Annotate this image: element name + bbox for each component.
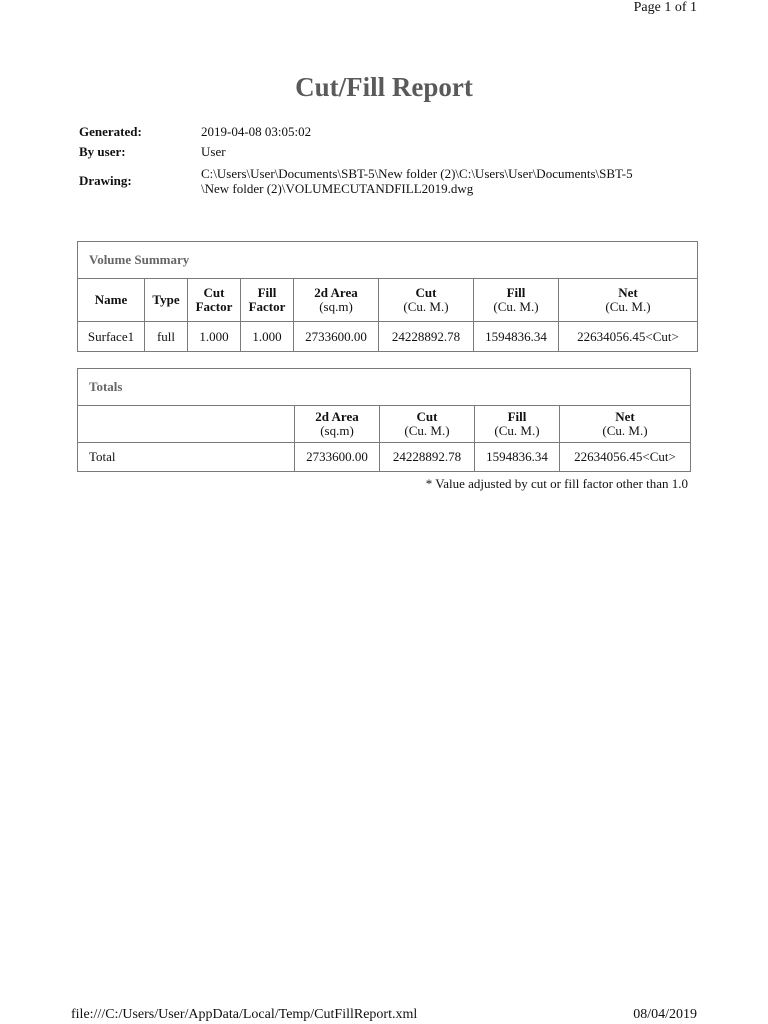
cell-fill-factor: 1.000: [241, 322, 294, 352]
footer-date: 08/04/2019: [633, 1007, 697, 1022]
generated-label: Generated:: [79, 123, 142, 139]
cell-2d-area: 2733600.00: [295, 443, 380, 472]
drawing-value: [201, 162, 699, 200]
report-title: Cut/Fill Report: [295, 72, 473, 102]
report-metadata: [79, 121, 699, 200]
cell-2d-area: 2733600.00: [294, 322, 379, 352]
totals-table: [77, 368, 691, 472]
col-header-cut: Cut (Cu. M.): [380, 406, 475, 443]
col-header-net: Net (Cu. M.): [559, 279, 698, 322]
drawing-value-line-1: C:\Users\User\Documents\SBT-5\New folder (2)\C:\Users\User\Documents\SBT-5: [201, 166, 633, 181]
volume-summary-header-row: [78, 279, 698, 322]
page-number: Page 1 of 1: [633, 0, 697, 15]
cell-net: 22634056.45<Cut>: [560, 443, 691, 472]
meta-row-drawing: [79, 162, 699, 200]
meta-row-user: [79, 142, 699, 162]
cell-cut: 24228892.78: [379, 322, 474, 352]
col-header-cut-factor: Cut Factor: [188, 279, 241, 322]
cell-cut: 24228892.78: [380, 443, 475, 472]
cell-net: 22634056.45<Cut>: [559, 322, 698, 352]
totals-header-row: [78, 406, 691, 443]
cell-fill: 1594836.34: [475, 443, 560, 472]
user-value: User: [201, 144, 226, 159]
drawing-label: Drawing:: [79, 173, 132, 188]
col-header-net: Net (Cu. M.): [560, 406, 691, 443]
cell-cut-factor: 1.000: [188, 322, 241, 352]
col-header-blank: [78, 406, 295, 443]
col-header-fill: Fill (Cu. M.): [474, 279, 559, 322]
col-header-fill-factor: Fill Factor: [241, 279, 294, 322]
footnote: * Value adjusted by cut or fill factor other than 1.0: [425, 476, 688, 491]
meta-row-generated: [79, 121, 699, 142]
totals-caption: Totals: [78, 369, 691, 406]
col-header-cut: Cut (Cu. M.): [379, 279, 474, 322]
generated-value: 2019-04-08 03:05:02: [201, 123, 312, 139]
cell-fill: 1594836.34: [474, 322, 559, 352]
table-row: [78, 322, 698, 352]
col-header-type: Type: [145, 279, 188, 322]
totals-caption-row: [78, 369, 691, 406]
volume-summary-caption: Volume Summary: [78, 242, 698, 279]
col-header-2d-area: 2d Area (sq.m): [294, 279, 379, 322]
cell-total-label: Total: [78, 443, 295, 472]
table-row: [78, 443, 691, 472]
drawing-value-line-2: \New folder (2)\VOLUMECUTANDFILL2019.dwg: [201, 181, 474, 196]
col-header-2d-area: 2d Area (sq.m): [295, 406, 380, 443]
col-header-fill: Fill (Cu. M.): [475, 406, 560, 443]
cell-name: Surface1: [78, 322, 145, 352]
volume-summary-table: [77, 241, 698, 352]
col-header-name: Name: [78, 279, 145, 322]
cell-type: full: [145, 322, 188, 352]
user-label: By user:: [79, 144, 126, 159]
volume-summary-caption-row: [78, 242, 698, 279]
footer-file-path: file:///C:/Users/User/AppData/Local/Temp/CutFillReport.xml: [71, 1007, 418, 1022]
